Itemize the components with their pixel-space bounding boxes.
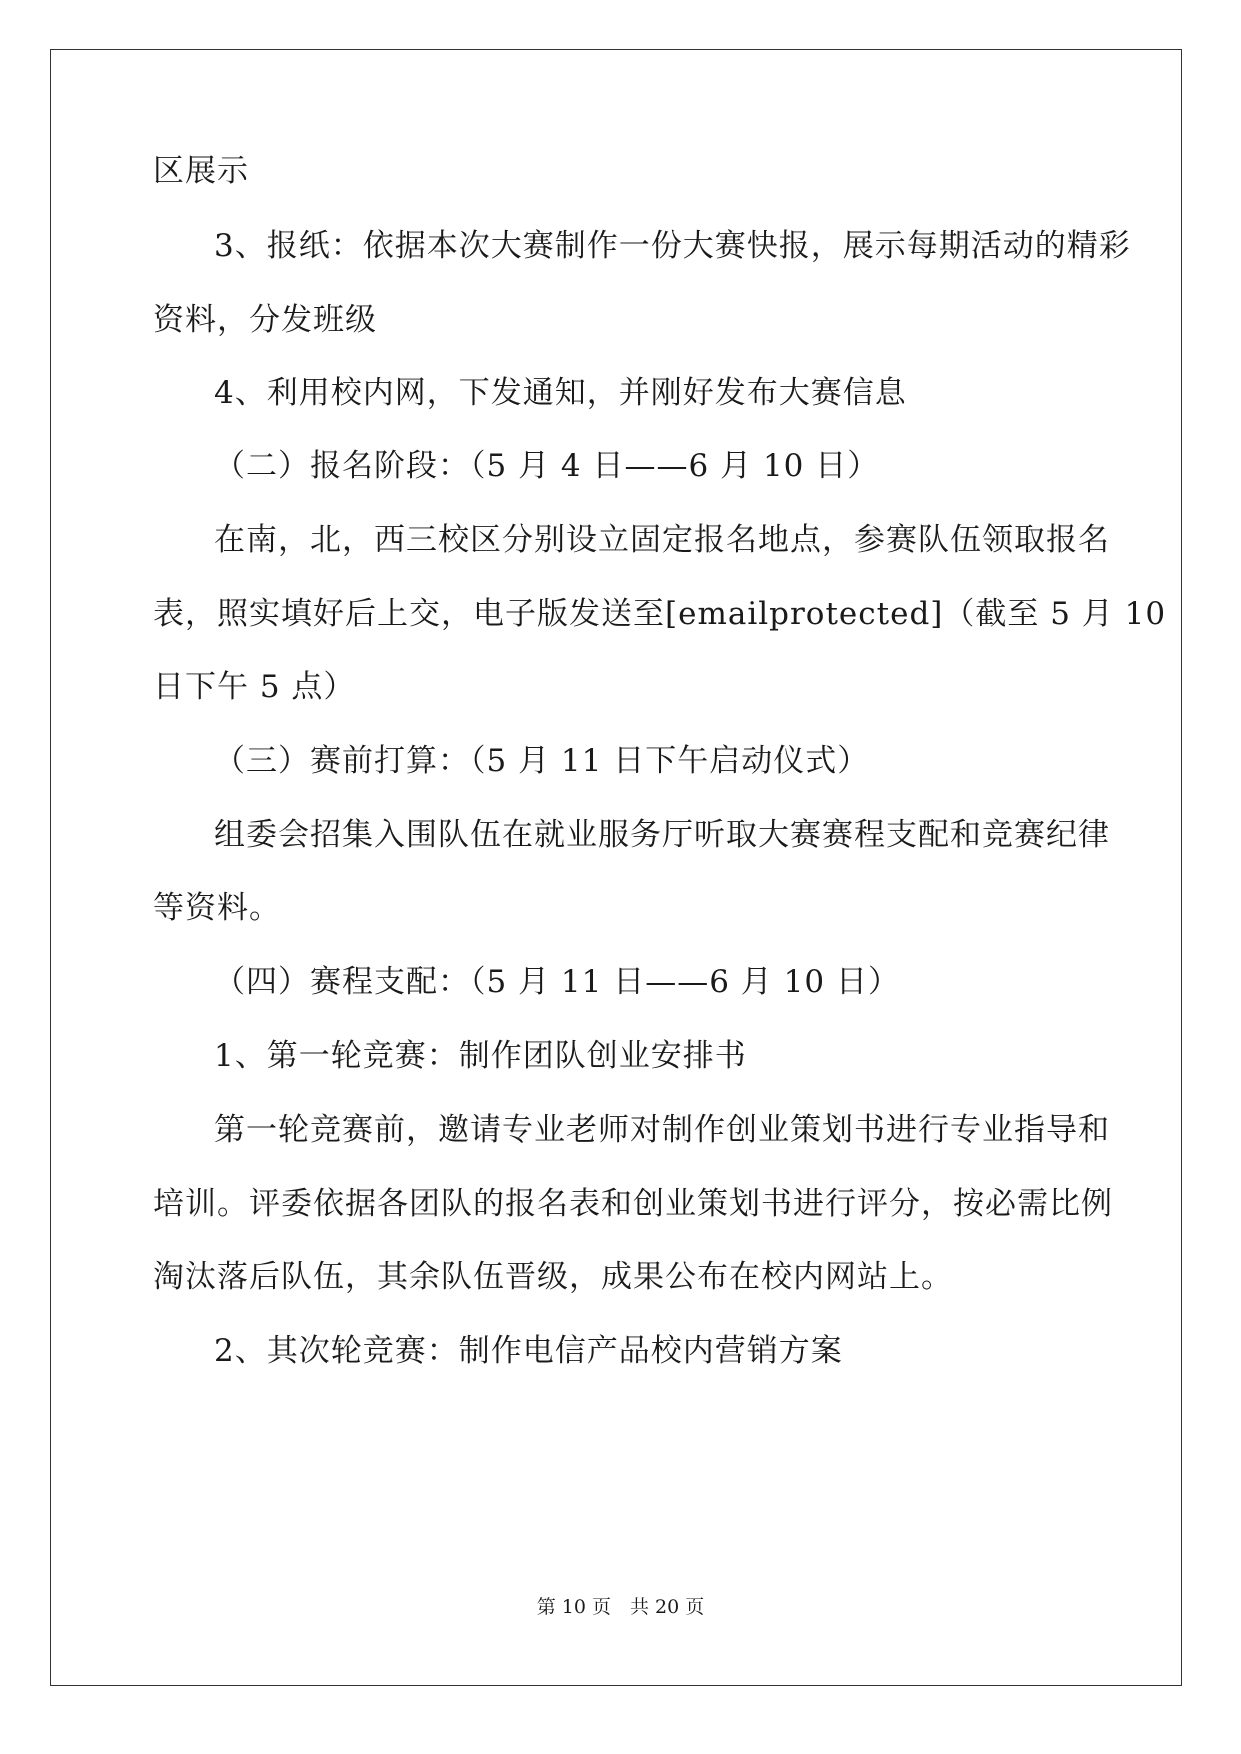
section-heading: （三）赛前打算：（5 月 11 日下午启动仪式）: [214, 743, 870, 779]
text-line: 组委会招集入围队伍在就业服务厅听取大赛赛程支配和竞赛纪律: [214, 817, 1110, 853]
text-line: 1、第一轮竞赛：制作团队创业安排书: [214, 1038, 747, 1074]
page-border: [50, 49, 1182, 1686]
section-heading: （四）赛程支配：（5 月 11 日——6 月 10 日）: [214, 964, 900, 1000]
text-line: 4、利用校内网，下发通知，并刚好发布大赛信息: [214, 375, 907, 411]
page-number: 第 10 页 共 20 页: [536, 1596, 705, 1618]
text-line: 资料，分发班级: [153, 302, 377, 338]
section-heading: （二）报名阶段：（5 月 4 日——6 月 10 日）: [214, 448, 880, 484]
text-line: 淘汰落后队伍，其余队伍晋级，成果公布在校内网站上。: [153, 1259, 953, 1295]
text-line: 第一轮竞赛前，邀请专业老师对制作创业策划书进行专业指导和: [214, 1112, 1110, 1148]
text-line: 3、报纸：依据本次大赛制作一份大赛快报，展示每期活动的精彩: [214, 228, 1131, 264]
text-line: 日下午 5 点）: [153, 669, 356, 705]
text-line: 2、其次轮竞赛：制作电信产品校内营销方案: [214, 1333, 843, 1369]
text-line: 在南，北，西三校区分别设立固定报名地点，参赛队伍领取报名: [214, 522, 1110, 558]
text-line: 表，照实填好后上交，电子版发送至[emailprotected]（截至 5 月 10: [153, 596, 1167, 632]
text-line: 等资料。: [153, 890, 281, 926]
text-line: 区展示: [153, 153, 249, 189]
text-line: 培训。评委依据各团队的报名表和创业策划书进行评分，按必需比例: [153, 1186, 1113, 1222]
